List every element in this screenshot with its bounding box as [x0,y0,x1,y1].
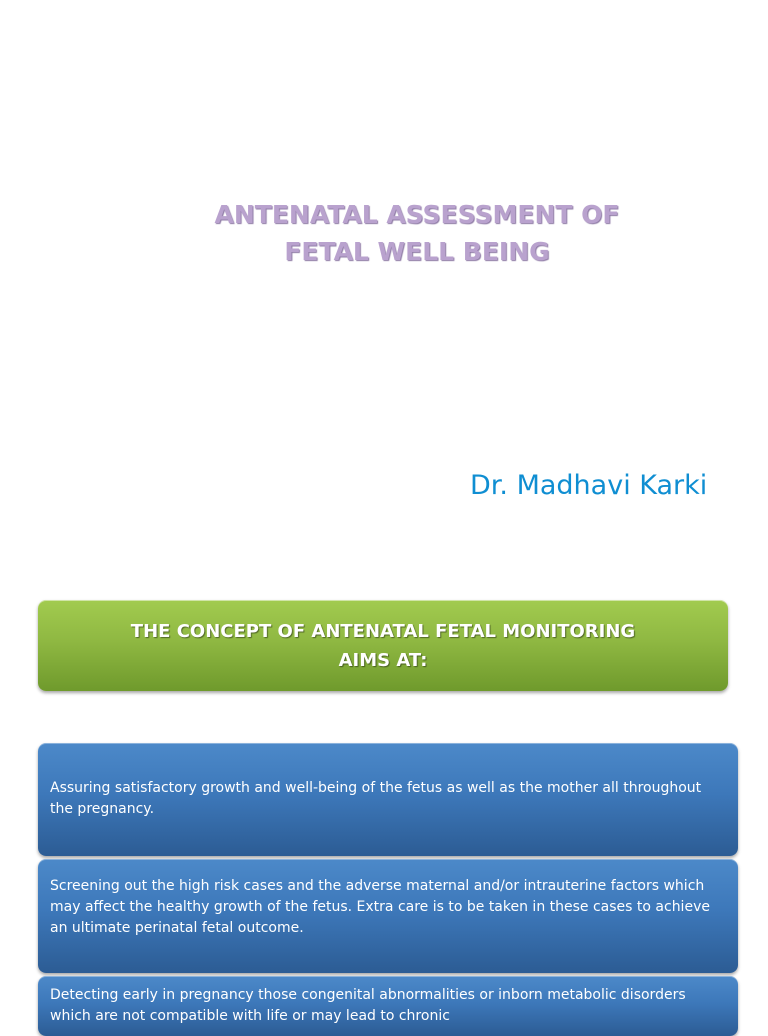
concept-heading-line-1: THE CONCEPT OF ANTENATAL FETAL MONITORING [130,620,636,642]
aim-item [38,859,738,973]
aim-text: Assuring satisfactory growth and well-being of the fetus as well as the mother all throughout the pregnancy. [50,780,702,817]
aim-text: Screening out the high risk cases and the adverse maternal and/or intrauterine factors which may affect the healthy growth of the fetus. Extra care is to be taken in these cases to achieve an ultimate perinatal fetal outcome. [50,878,710,936]
aim-item [38,976,738,1036]
aim-text: Detecting early in pregnancy those congenital abnormalities or inborn metabolic disorders which are not compatible with life or may lead to chronic [50,987,686,1024]
aims-list [38,743,748,1036]
aim-item [38,743,738,856]
slide-title [0,196,768,270]
concept-heading-box [38,600,728,691]
author-name: Dr. Madhavi Karki [470,470,708,501]
concept-heading [131,617,635,675]
slide-title-line-1: ANTENATAL ASSESSMENT OF [214,200,620,229]
concept-heading-line-2: AIMS AT: [338,649,428,671]
slide-title-line-2: FETAL WELL BEING [284,237,550,266]
